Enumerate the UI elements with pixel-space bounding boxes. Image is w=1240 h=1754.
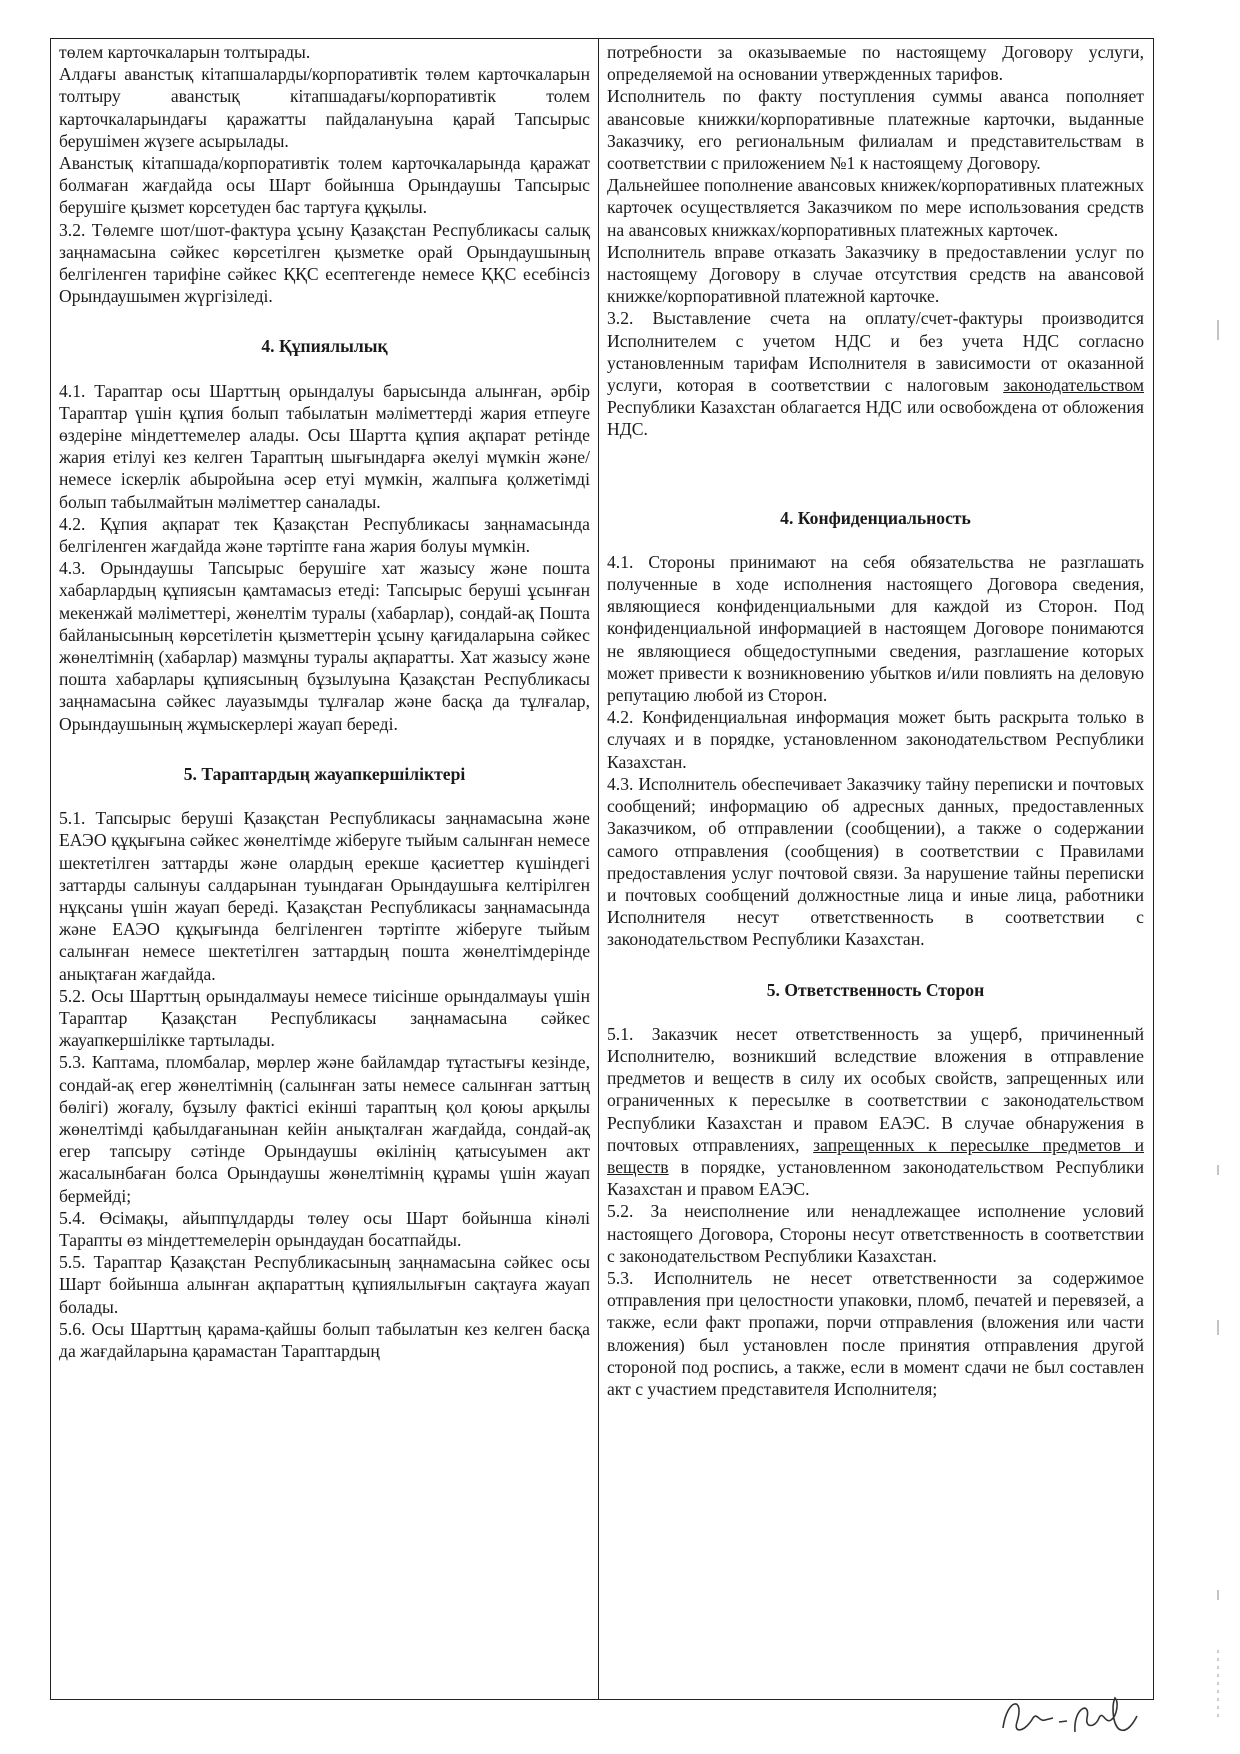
ru-paragraph: Дальнейшее пополнение авансовых книжек/корпоративных платежных карточек осуществляется Заказчиком по мере использования средств на авансовых книжках/корпоративных платежных карточек. xyxy=(607,175,1144,240)
ru-clause-5-2: 5.2. За неисполнение или ненадлежащее исполнение условий настоящего Договора, Стороны несут ответственность в соответствии с законодательством Республики Казахстан. xyxy=(607,1201,1144,1266)
bilingual-contract-table xyxy=(50,38,1154,1700)
ru-paragraph: Исполнитель вправе отказать Заказчику в предоставлении услуг по настоящему Договору в случае отсутствия средств на авансовой книжке/корпоративной платежной карточке. xyxy=(607,241,1144,307)
ru-clause-3-2-text: 3.2. Выставление счета на оплату/счет-фактуры производится Исполнителем с учетом НДС и без учета НДС согласно установленным тарифам Исполнителя в зависимости от оказанной услуги, которая в соответствии с налоговым xyxy=(607,308,1144,396)
ru-clause-4-1: 4.1. Стороны принимают на себя обязательства не разглашать полученные в ходе исполнения настоящего Договора сведения, являющиеся конфиденциальными для каждой из Сторон. Под конфиденциальной информацией в настоящем Договоре понимаются не являющиеся общедоступными сведения, разглашение которых может привести к возникновению убытков и/или повлиять на деловую репутацию любой из Сторон. xyxy=(607,551,1144,706)
ru-clause-5-1-text: в порядке, установленном законодательством Республики Казахстан и правом ЕАЭС. xyxy=(607,1156,1144,1200)
kz-section-5-heading: 5. Тараптардың жауапкершіліктері xyxy=(183,763,466,784)
kz-clause-5-5: 5.5. Тараптар Қазақстан Республикасының заңнамасына сәйкес осы Шарт бойынша алынған ақпараттың құпиялылығын сақтауға жауап болады. xyxy=(59,1252,590,1317)
ru-paragraph: потребности за оказываемые по настоящему Договору услуги, определяемой на основании утвержденных тарифов. xyxy=(607,42,1144,85)
ru-clause-4-2: 4.2. Конфиденциальная информация может быть раскрыта только в случаях и в порядке, установленном законодательством Республики Казахстан. xyxy=(607,707,1144,772)
ru-clause-3-2 xyxy=(607,307,1144,440)
ru-clause-5-3: 5.3. Исполнитель не несет ответственности за содержимое отправления при целостности упаковки, пломб, печатей и перевязей, а также, если факт пропажи, порчи отправления (вложения или части вложения) был установлен после принятия отправления другой стороной под роспись, а также, если в момент сдачи не был составлен акт с участием представителя Исполнителя; xyxy=(607,1267,1144,1399)
kz-clause-4-1: 4.1. Тараптар осы Шарттың орындалуы барысында алынған, әрбір Тараптар үшін құпия болып табылатын мәліметтерді жария етпеуге өздеріне міндеттемелер алады. Осы Шартта құпия ақпарат ретінде жария етілуі кез келген Тараптың шығындарға әкелуі мүмкін және/немесе іскерлік абыройына әсер етуі мүмкін, жалпыға қолжетімді болып табылмайтын мәліметтер саналады. xyxy=(59,380,590,512)
kz-clause-4-3: 4.3. Орындаушы Тапсырыс берушіге хат жазысу және пошта хабарлардың құпиясын қамтамасыз етеді: Тапсырыс беруші ұсынған мекенжай мәліметтері, жөнелтім туралы (хабарлар), сондай-ақ Пошта байланысының көрсетілетін қызметтерін ұсыну қағидаларына сәйкес жөнелтімнің (хабарлар) мазмұны туралы ақпаратты. Хат жазысу және пошта хабарлары құпиясының бұзылуына Қазақстан Республикасы заңнамасына сәйкес лауазымды тұлғалар және басқа да тұлғалар, Орындаушының жұмыскерлері жауап береді. xyxy=(59,558,590,734)
kazakh-column xyxy=(51,39,599,1699)
kz-clause-3-2: 3.2. Төлемге шот/шот-фактура ұсыну Қазақстан Республикасы салық заңнамасына сәйкес көрсетілген қызметке орай Орындаушының белгіленген тарифіне сәйкес ҚҚС есептегенде немесе ҚҚС есебінсіз Орындаушымен жүргізіледі. xyxy=(59,219,590,307)
kz-clause-5-1: 5.1. Тапсырыс беруші Қазақстан Республикасы заңнамасына және ЕАЭО құқығына сәйкес жөнелтімде жіберуге тыйым салынған немесе шектетілген заттарды және олардың ерекше қасиеттер күшіндегі заттарды салынуы салдарынан туындаған Орындаушыға келтірілген нұқсаны үшін жауап береді. Қазақстан Республикасы заңнамасында және ЕАЭО құқығында белгіленген тәртіпте жіберуге тыйым салынған немесе шектетілген заттардың пошта жөнелтімдерінде анықтаған жағдайда. xyxy=(59,808,590,984)
kz-paragraph: Аванстық кітапшада/корпоративтік толем карточкаларында қаражат болмаған жағдайда осы Шарт бойынша Орындаушы Тапсырыс берушіге қызмет корсетуден бас тартуға құқылы. xyxy=(59,153,590,218)
ru-section-5-heading: 5. Ответственность Сторон xyxy=(766,979,985,1000)
ru-clause-5-1 xyxy=(607,1023,1144,1201)
ru-paragraph: Исполнитель по факту поступления суммы аванса пополняет авансовые книжки/корпоративные платежные карточки, выданные Заказчику, его региональным филиалам и представительствам в соответствии с приложением №1 к настоящему Договору. xyxy=(607,86,1144,174)
ru-clause-4-3: 4.3. Исполнитель обеспечивает Заказчику тайну переписки и почтовых сообщений; информацию об адресных данных, предоставленных Заказчиком, об отправлении (сообщении), а также о содержании самого отправления (сообщения) в соответствии с Правилами предоставления услуг почтовой связи. За нарушение тайны переписки и почтовых сообщений должностные лица и иные лица, работники Исполнителя несут ответственность в соответствии с законодательством Республики Казахстан. xyxy=(607,773,1144,950)
kz-paragraph: төлем карточкаларын толтырады. xyxy=(59,42,311,62)
russian-column xyxy=(599,39,1152,1699)
ru-clause-5-1-text: 5.1. Заказчик несет ответственность за ущерб, причиненный Исполнителю, возникший вследствие вложения в отправление предметов и веществ в силу их особых свойств, запрещенных или ограниченных к пересылке в соответствии с законодательством Республики Казахстан и правом ЕАЭС. В случае обнаружения в почтовых отправлениях, xyxy=(607,1023,1144,1155)
kz-section-4-heading: 4. Құпиялылық xyxy=(261,336,388,357)
kz-clause-5-2: 5.2. Осы Шарттың орындалмауы немесе тиісінше орындалмауы үшін Тараптар Қазақстан Республикасы заңнамасына сәйкес жауапкершілікке тартылады. xyxy=(59,985,590,1051)
ru-underlined-term: запрещенных к пересылке предметов и веществ xyxy=(607,1134,1144,1177)
kz-clause-4-2: 4.2. Құпия ақпарат тек Қазақстан Республикасы заңнамасында белгіленген жағдайда және тәртіпте ғана жария болуы мүмкін. xyxy=(59,513,590,557)
signature-image xyxy=(995,1688,1145,1748)
scan-edge-marks xyxy=(1208,0,1228,1754)
ru-section-4-heading: 4. Конфиденциальность xyxy=(780,507,971,528)
ru-clause-3-2-text: Республики Казахстан облагается НДС или освобождена от обложения НДС. xyxy=(607,397,1144,440)
kz-clause-5-3: 5.3. Каптама, пломбалар, мөрлер және байламдар тұтастығы кезінде, сондай-ақ егер жөнелтімнің (салынған заты немесе салынған заттың бөлігі) жоғалу, бұзылу фактісі екінші тараптың қол қоюы арқылы жөнелтімді қабылдағанынан кейін анықталған жағдайда, сондай-ақ егер тапсыру сәтінде Орындаушы өкілінің қатысуымен акт жасалынбаған болса Орындаушы жөнелтімнің құрамы үшін жауап бермейді; xyxy=(59,1052,590,1206)
kz-clause-5-6: 5.6. Осы Шарттың қарама-қайшы болып табылатын кез келген басқа да жағдайларына қарамастан Тараптардың xyxy=(59,1318,590,1361)
kz-clause-5-4: 5.4. Өсімақы, айыппұлдарды төлеу осы Шарт бойынша кінәлі Тарапты өз міндеттемелерін орындаудан босатпайды. xyxy=(59,1207,590,1250)
ru-underlined-term: законодательством xyxy=(1003,375,1144,396)
kz-paragraph: Алдағы аванстық кітапшаларды/корпоративтік төлем карточкаларын толтыру аванстық кітапшадағы/корпоративтік толем карточкаларындағы қаражатты пайдалануына қарай Тапсырыс берушімен жүзеге асырылады. xyxy=(59,64,590,151)
